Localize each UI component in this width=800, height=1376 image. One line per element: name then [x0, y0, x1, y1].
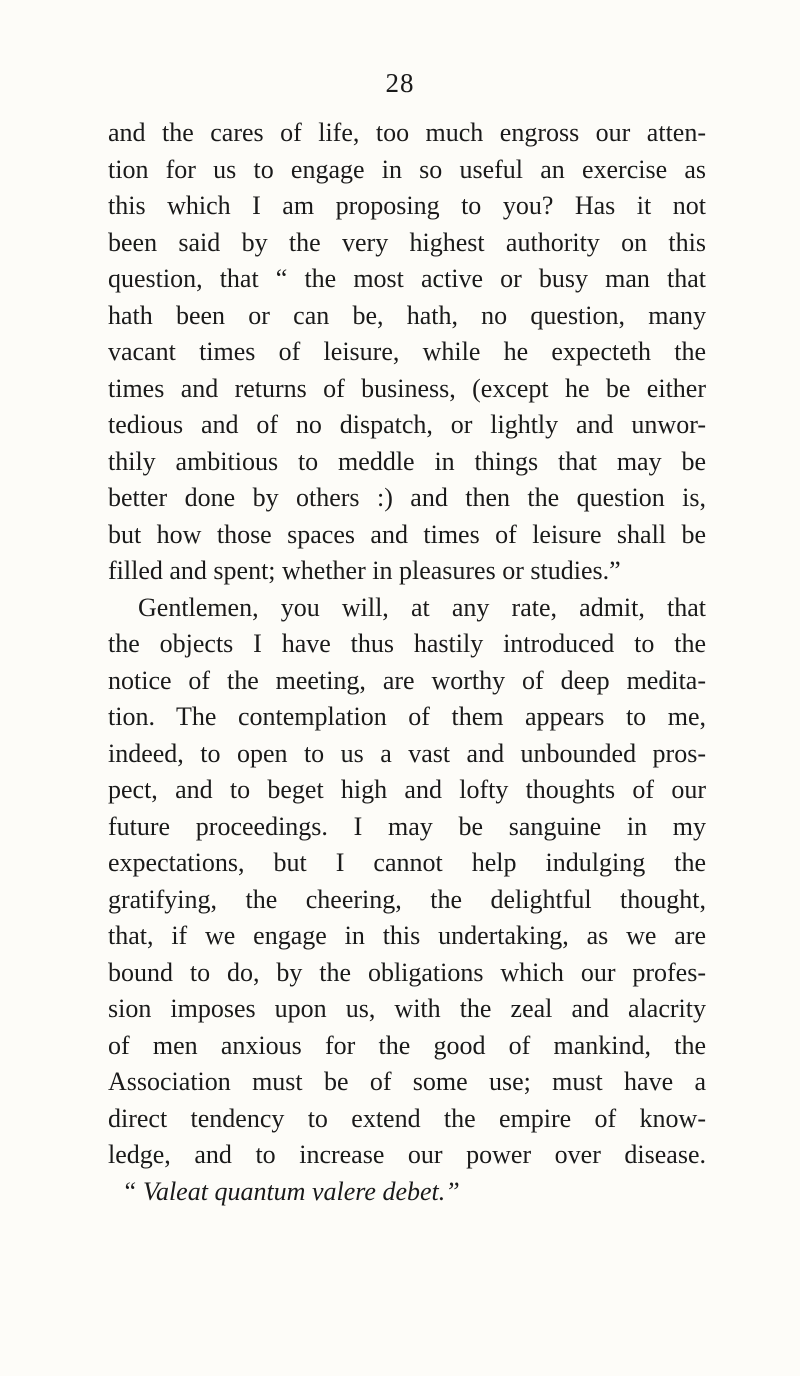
text-line: been said by the very highest authority on this [108, 227, 706, 257]
text-line: of men anxious for the good of mankind, the [108, 1030, 706, 1060]
text-line: Gentlemen, you will, at any rate, admit, that [138, 592, 706, 622]
text-line: the objects I have thus hastily introduced to the [108, 629, 706, 658]
body-text [108, 115, 706, 1210]
closing-quotation: “ Valeat quantum valere debet.” [122, 1176, 460, 1206]
text-line: better done by others :) and then the question is, [108, 483, 706, 512]
text-line: ledge, and to increase our power over disease. [108, 1140, 706, 1169]
page-number: 28 [385, 68, 415, 98]
text-line: indeed, to open to us a vast and unbounded pros- [108, 738, 706, 768]
text-line: pect, and to beget high and lofty thoughts of our [108, 775, 706, 804]
text-line: but how those spaces and times of leisure shall be [108, 519, 706, 549]
text-line: bound to do, by the obligations which our profes- [108, 957, 706, 987]
text-line: that, if we engage in this undertaking, as we are [108, 921, 706, 950]
text-line: tion for us to engage in so useful an exercise as [108, 154, 706, 184]
text-line: direct tendency to extend the empire of know- [108, 1103, 706, 1133]
text-line: vacant times of leisure, while he expecteth the [108, 337, 706, 366]
text-line: this which I am proposing to you? Has it not [108, 191, 706, 220]
text-line: times and returns of business, (except he be either [108, 373, 706, 403]
text-line: notice of the meeting, are worthy of deep medita- [108, 665, 706, 695]
text-line: hath been or can be, hath, no question, many [108, 300, 706, 330]
text-line: sion imposes upon us, with the zeal and alacrity [108, 994, 706, 1023]
text-line: Association must be of some use; must have a [108, 1067, 706, 1096]
text-line: filled and spent; whether in pleasures or studies.” [108, 556, 621, 585]
text-line: question, that “ the most active or busy man that [108, 264, 706, 293]
text-line: gratifying, the cheering, the delightful thought, [108, 884, 706, 914]
text-line: future proceedings. I may be sanguine in my [108, 811, 706, 841]
text-line: tedious and of no dispatch, or lightly and unwor- [108, 410, 706, 439]
text-line: and the cares of life, too much engross our atten- [108, 118, 706, 147]
text-line: expectations, but I cannot help indulging the [108, 848, 706, 877]
text-line: tion. The contemplation of them appears to me, [108, 702, 706, 731]
text-line: thily ambitious to meddle in things that may be [108, 446, 706, 476]
